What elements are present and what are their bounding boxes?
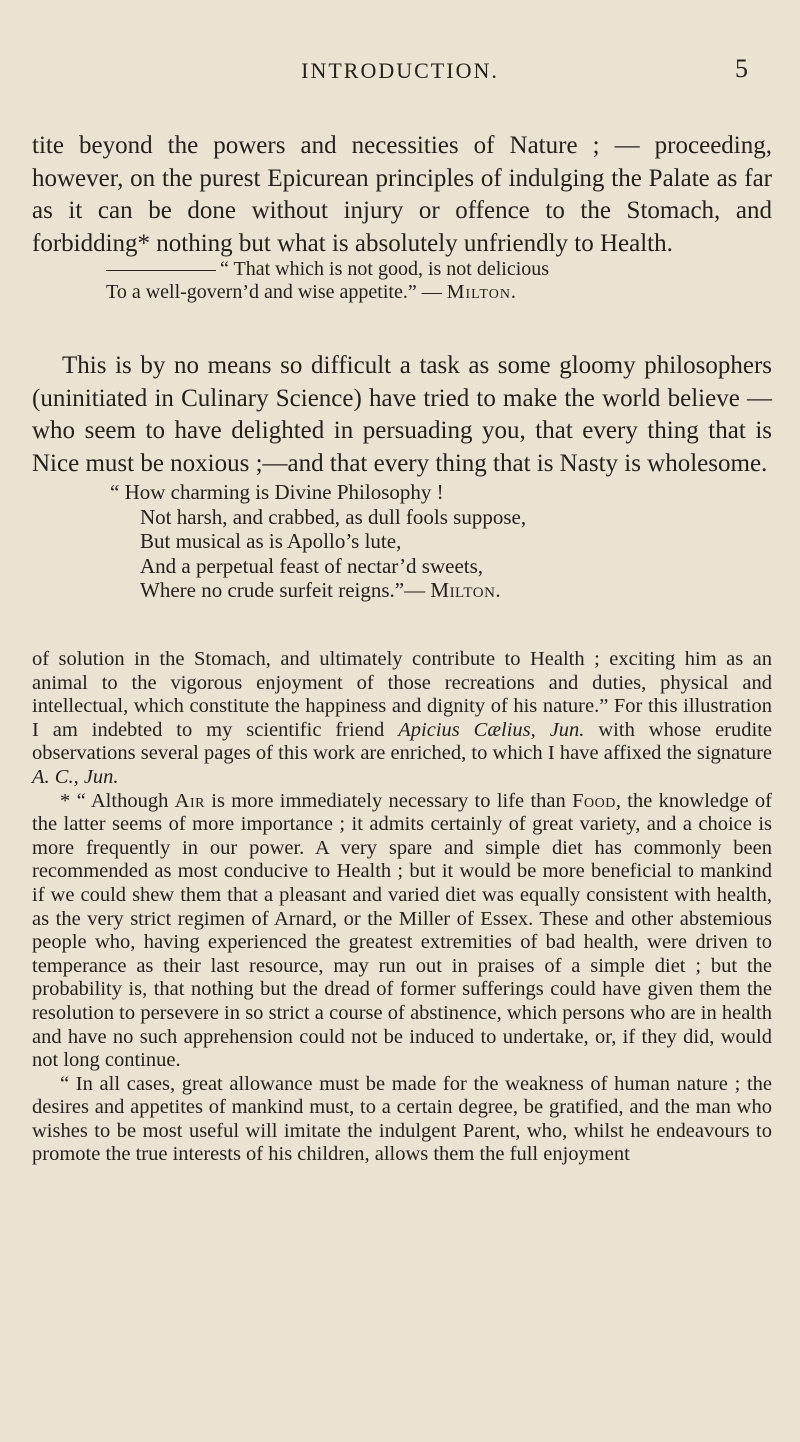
footnote-star <box>32 790 772 1073</box>
footnote-signature: A. C., Jun. <box>32 765 119 788</box>
milton-quote-1 <box>106 258 549 304</box>
footnote-text: * “ Although <box>60 789 175 812</box>
footnote-food: Food <box>572 789 616 812</box>
verse-line: “ How charming is Divine Philosophy ! <box>110 480 444 504</box>
verse-line: Where no crude surfeit reigns.”— <box>140 578 426 602</box>
footnotes <box>32 648 772 1167</box>
paragraph-2: This is by no means so difficult a task as some gloomy philosophers (uninitiated in Culinary Science) have tried to make the world believe — who seem to have delighted in persuading you, that every thing that is Nice must be noxious ;—and that every thing that is Nasty is wholesome. <box>32 352 772 477</box>
footnote-text: with whose erudite observations several pages of this work are enriched, to which I have affixed the signature <box>32 718 772 765</box>
quote-rule <box>106 270 216 271</box>
paragraph-1: tite beyond the powers and necessities of Nature ; — proceeding, however, on the purest Epicurean principles of indulging the Palate as far as it can be done without injury or offence to the Stomach, and forbidding* nothing but what is absolutely unfriendly to Health. <box>32 132 772 257</box>
footnote-paragraph-3: “ In all cases, great allowance must be made for the weakness of human nature ; the desires and appetites of mankind must, to a certain degree, be gratified, and the man who wishes to be most useful will imitate the indulgent Parent, who, whilst he endeavours to promote the true interests of his children, allows them the full enjoyment <box>32 1072 772 1166</box>
quote-1-line-1: “ That which is not good, is not delicious <box>220 258 550 280</box>
running-head <box>0 54 800 88</box>
footnote-text: is more immediately necessary to life than <box>204 789 573 812</box>
milton-verse <box>110 480 526 603</box>
quote-1-author: Milton. <box>446 281 517 303</box>
page-number: 5 <box>735 54 748 83</box>
footnote-text: of solution in the Stomach, and ultimately contribute to Health ; exciting him as an animal to the vigorous enjoyment of those recreations and duties, physical and intellectual, which constitute the happiness and dignity of his nature.” For this illustration I am indebted to my scientific friend <box>32 648 772 741</box>
verse-author: Milton. <box>430 578 502 602</box>
quote-1-line-2: To a well-govern’d and wise appetite.” — <box>106 281 442 303</box>
verse-line-last <box>110 578 526 603</box>
page-title: INTRODUCTION. <box>301 58 499 83</box>
footnote-text: , the knowledge of the latter seems of more importance ; it admits certainly of great variety, and a choice is more frequently in our power. A very spare and simple diet has commonly been recommended as most conducive to Health ; but it would be more beneficial to mankind if we could shew them that a pleasant and varied diet was equally consistent with health, as the very strict regimen of Arnard, or the Miller of Essex. These and other abstemious people who, having experienced the greatest extremities of bad health, were driven to temperance as their last resource, may run out in praises of a simple diet ; but the probability is, that nothing but the dread of former sufferings could have given them the resolution to persevere in so strict a course of abstinence, which persons who are in health and have no such apprehension could not be induced to undertake, or, if they did, would not long continue. <box>32 789 773 1072</box>
footnote-continuation <box>32 648 772 790</box>
verse-line: But musical as is Apollo’s lute, <box>140 529 402 553</box>
footnote-air: Air <box>174 789 205 812</box>
verse-line: And a perpetual feast of nectar’d sweets, <box>140 553 484 578</box>
footnote-name: Apicius Cælius, Jun. <box>398 718 585 741</box>
verse-line: Not harsh, and crabbed, as dull fools suppose, <box>140 504 527 529</box>
